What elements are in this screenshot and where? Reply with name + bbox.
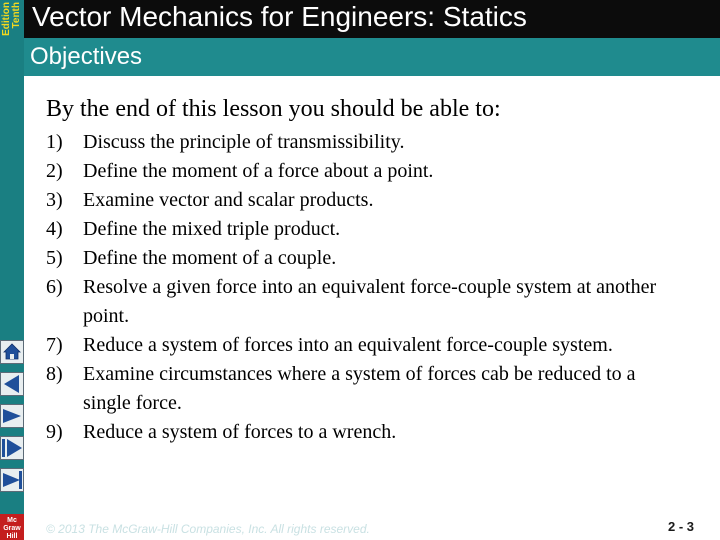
item-number: 2) [46,160,63,182]
list-item [46,418,686,447]
list-item [46,157,686,186]
home-icon[interactable] [0,340,24,364]
edition-line2: Edition [1,2,12,36]
objectives-list [46,128,686,447]
item-number: 9) [46,421,63,443]
last-icon[interactable] [0,468,24,492]
list-item [46,273,686,331]
svg-text:Graw: Graw [3,525,21,532]
section-bar [24,38,720,76]
back-icon[interactable] [0,372,24,396]
item-number: 8) [46,363,63,385]
item-text: Discuss the principle of transmissibility. [83,131,405,153]
item-number: 4) [46,218,63,240]
intro-text: By the end of this lesson you should be able to: [46,96,501,122]
section-title: Objectives [30,43,143,70]
item-number: 5) [46,247,63,269]
item-text: Define the moment of a force about a point. [83,160,434,182]
next-icon[interactable] [0,436,24,460]
list-item [46,244,686,273]
edition-label [0,0,24,44]
list-item [46,331,686,360]
slide-content [46,94,686,447]
page-number: 2 - 3 [667,519,694,534]
edition-line1: Tenth [11,2,22,29]
item-text: Define the mixed triple product. [83,218,341,240]
svg-text:Hill: Hill [6,533,18,540]
item-text: Resolve a given force into an equivalent force-couple system at another point. [83,276,657,327]
previous-icon[interactable] [0,404,24,428]
item-number: 7) [46,334,63,356]
list-item [46,360,686,418]
list-item [46,128,686,157]
svg-text:Mc: Mc [7,517,17,524]
item-text: Examine vector and scalar products. [83,189,374,211]
item-number: 6) [46,276,63,298]
item-text: Define the moment of a couple. [83,247,337,269]
page-title: Vector Mechanics for Engineers: Statics [32,1,527,32]
header-bar [24,0,720,38]
list-item [46,186,686,215]
item-text: Examine circumstances where a system of forces cab be reduced to a single force. [83,363,636,414]
list-item [46,215,686,244]
item-text: Reduce a system of forces into an equivalent force-couple system. [83,334,613,356]
item-text: Reduce a system of forces to a wrench. [83,421,397,443]
item-number: 3) [46,189,63,211]
item-number: 1) [46,131,63,153]
copyright-text: © 2013 The McGraw-Hill Companies, Inc. All rights reserved. [46,522,370,536]
mcgraw-hill-logo [0,514,24,540]
